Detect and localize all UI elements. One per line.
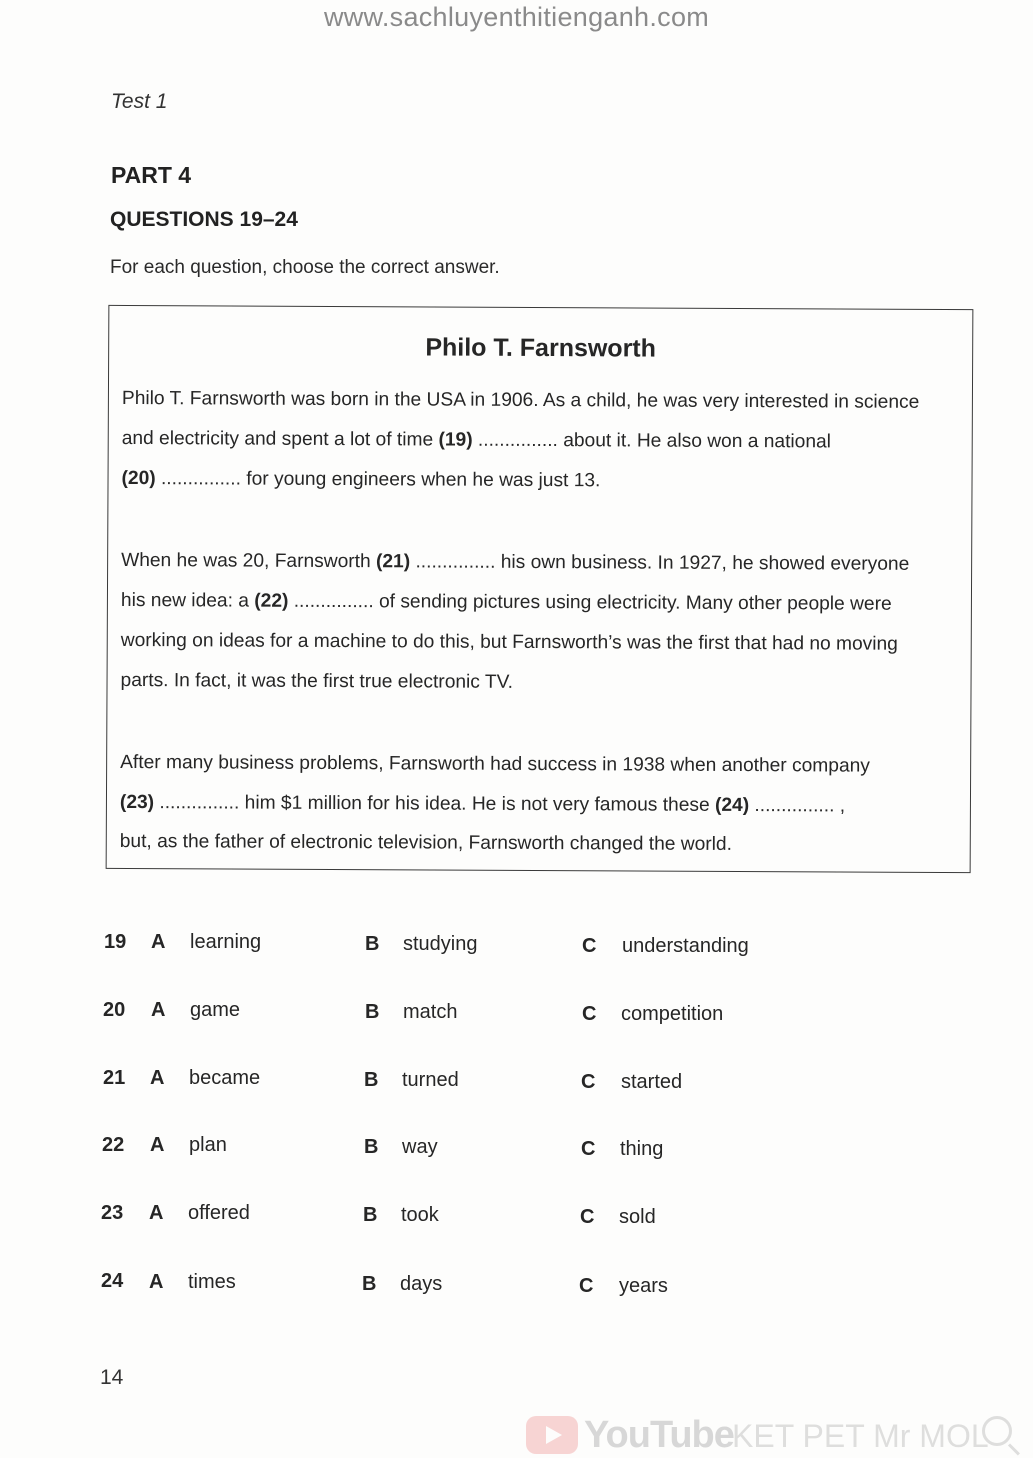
option-letter: A <box>150 1067 165 1089</box>
option-word: studying <box>403 933 478 955</box>
question-number: 22 <box>102 1134 125 1156</box>
channel-name: KET PET Mr MOL <box>732 1418 989 1454</box>
option-word: days <box>400 1273 443 1295</box>
passage-line <box>122 388 920 414</box>
option-word: offered <box>188 1202 250 1224</box>
option-letter: C <box>579 1275 594 1297</box>
running-head: Test 1 <box>111 90 168 113</box>
option-letter: C <box>581 1138 596 1160</box>
watermark-url: www.sachluyenthitienganh.com <box>323 2 710 32</box>
passage-text: and electricity and spent a lot of time <box>121 427 439 451</box>
question-gap-number: (22) <box>254 590 289 612</box>
option-letter: C <box>580 1206 595 1228</box>
passage-text: ............... of sending pictures using electricity. Many other people were <box>288 590 892 615</box>
search-icon <box>982 1416 1012 1446</box>
option-letter: A <box>151 931 166 953</box>
question-gap-number: (21) <box>375 551 411 573</box>
passage-line <box>120 792 845 818</box>
option-letter: A <box>149 1271 164 1293</box>
passage-text: ............... him $1 million for his idea. He is not very famous these <box>154 792 716 816</box>
question-number: 23 <box>101 1202 124 1224</box>
question-number: 19 <box>104 931 127 953</box>
option-word: became <box>189 1067 261 1089</box>
part-title: PART 4 <box>111 162 192 188</box>
option-letter: B <box>362 1273 377 1295</box>
passage-line <box>121 468 600 492</box>
option-word: years <box>619 1275 668 1297</box>
question-gap-number: (20) <box>121 467 156 490</box>
passage-text: ............... his own business. In 1927, he showed everyone <box>410 551 910 575</box>
passage-line <box>121 550 909 576</box>
passage-line <box>120 752 870 778</box>
option-letter: B <box>364 1136 379 1158</box>
option-letter: C <box>581 1071 596 1093</box>
channel-watermark <box>520 1410 1025 1458</box>
option-word: started <box>621 1071 683 1093</box>
question-gap-number: (23) <box>119 791 155 814</box>
option-word: took <box>401 1204 439 1226</box>
youtube-play-icon <box>526 1416 578 1454</box>
option-word: plan <box>189 1134 227 1156</box>
option-letter: C <box>582 1003 597 1025</box>
option-word: match <box>403 1001 458 1023</box>
instruction: For each question, choose the correct answer. <box>110 257 500 278</box>
question-number: 20 <box>103 999 126 1021</box>
question-gap-number: (24) <box>714 794 750 817</box>
passage-text: parts. In fact, it was the first true electronic TV. <box>120 669 514 693</box>
option-word: understanding <box>622 935 749 957</box>
passage-text: ............... about it. He also won a national <box>472 429 832 453</box>
passage-line <box>120 831 732 856</box>
passage-text: but, as the father of electronic television, Farnsworth changed the world. <box>119 830 733 855</box>
passage-text: Philo T. Farnsworth was born in the USA in 1906. As a child, he was very interested in science <box>121 387 920 413</box>
option-letter: B <box>364 1069 379 1091</box>
option-letter: A <box>151 999 166 1021</box>
passage-text: After many business problems, Farnsworth had success in 1938 when another company <box>120 751 870 777</box>
passage-text: ............... , <box>749 795 846 817</box>
passage-text: ............... for young engineers when he was just 13. <box>155 468 601 492</box>
question-number: 24 <box>101 1270 124 1292</box>
option-word: competition <box>621 1003 724 1025</box>
passage-title: Philo T. Farnsworth <box>425 333 657 363</box>
option-word: way <box>402 1136 438 1158</box>
passage-line <box>121 590 892 616</box>
passage-text: working on ideas for a machine to do this, but Farnsworth’s was the first that had no moving <box>120 629 898 655</box>
page-number: 14 <box>100 1366 124 1389</box>
passage-line <box>121 630 898 656</box>
option-word: learning <box>190 931 262 953</box>
option-word: game <box>190 999 241 1021</box>
passage-text: his new idea: a <box>120 589 255 612</box>
passage-line <box>120 670 513 694</box>
option-letter: B <box>365 1001 380 1023</box>
passage-box <box>106 305 974 873</box>
option-word: thing <box>620 1138 664 1160</box>
option-word: sold <box>619 1206 656 1228</box>
questions-range: QUESTIONS 19–24 <box>110 208 298 231</box>
option-letter: C <box>582 935 597 957</box>
passage-line <box>122 428 831 453</box>
question-gap-number: (19) <box>438 429 473 451</box>
option-letter: A <box>149 1202 164 1224</box>
option-letter: A <box>150 1134 165 1156</box>
passage-text: When he was 20, Farnsworth <box>121 549 377 573</box>
option-word: times <box>188 1271 236 1293</box>
option-word: turned <box>402 1069 459 1091</box>
question-number: 21 <box>103 1067 126 1089</box>
youtube-wordmark: YouTube <box>584 1414 734 1456</box>
option-letter: B <box>365 933 380 955</box>
option-letter: B <box>363 1204 378 1226</box>
